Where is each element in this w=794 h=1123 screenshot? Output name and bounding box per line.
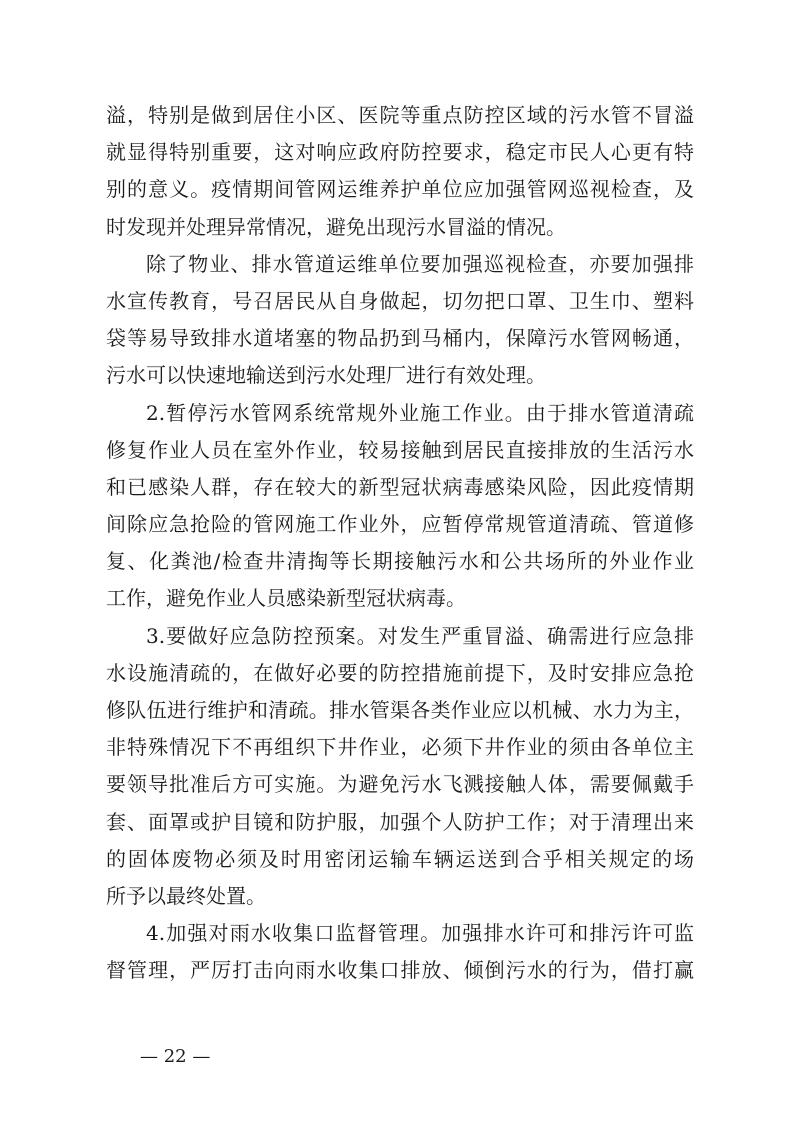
text-line: 水设施清疏的，在做好必要的防控措施前提下，及时安排应急抢 [106,660,694,685]
text-line: 3.要做好应急防控预案。对发生严重冒溢、确需进行应急排 [146,623,694,648]
text-line: 复、化粪池/检查井清掏等长期接触污水和公共场所的外业作业 [106,549,694,574]
text-line: 就显得特别重要，这对响应政府防控要求，稳定市民人心更有特 [106,140,694,165]
text-line: 修队伍进行维护和清疏。排水管渠各类作业应以机械、水力为主， [106,698,694,722]
text-line: 的固体废物必须及时用密闭运输车辆运送到合乎相关规定的场 [106,846,694,871]
text-line: 袋等易导致排水道堵塞的物品扔到马桶内，保障污水管网畅通， [106,326,694,351]
text-line: 水宣传教育，号召居民从自身做起，切勿把口罩、卫生巾、塑料 [106,288,694,313]
text-line: 所予以最终处置。 [106,883,266,908]
text-line: 督管理，严厉打击向雨水收集口排放、倾倒污水的行为，借打赢 [106,958,694,983]
text-line: 别的意义。疫情期间管网运维养护单位应加强管网巡视检查，及 [106,177,694,202]
text-line: 套、面罩或护目镜和防护服，加强个人防护工作；对于清理出来 [106,809,694,834]
text-line: 2.暂停污水管网系统常规外业施工作业。由于排水管道清疏 [146,400,694,425]
text-line: 除了物业、排水管道运维单位要加强巡视检查，亦要加强排 [146,251,694,276]
text-line: 污水可以快速地输送到污水处理厂进行有效处理。 [106,363,546,388]
text-line: 时发现并处理异常情况，避免出现污水冒溢的情况。 [106,214,566,239]
text-line: 4.加强对雨水收集口监督管理。加强排水许可和排污许可监 [146,921,694,946]
text-line: 和已感染人群，存在较大的新型冠状病毒感染风险，因此疫情期 [106,474,694,499]
text-line: 间除应急抢险的管网施工作业外，应暂停常规管道清疏、管道修 [106,512,694,537]
text-line: 溢，特别是做到居住小区、医院等重点防控区域的污水管不冒溢 [106,103,694,127]
document-body [106,97,694,990]
page-number: — 22 — [140,1046,211,1067]
text-line: 非特殊情况下不再组织下井作业，必须下井作业的须由各单位主 [106,735,694,760]
text-line: 要领导批准后方可实施。为避免污水飞溅接触人体，需要佩戴手 [106,772,694,797]
text-line: 修复作业人员在室外作业，较易接触到居民直接排放的生活污水 [106,437,694,462]
text-line: 工作，避免作业人员感染新型冠状病毒。 [106,586,466,611]
